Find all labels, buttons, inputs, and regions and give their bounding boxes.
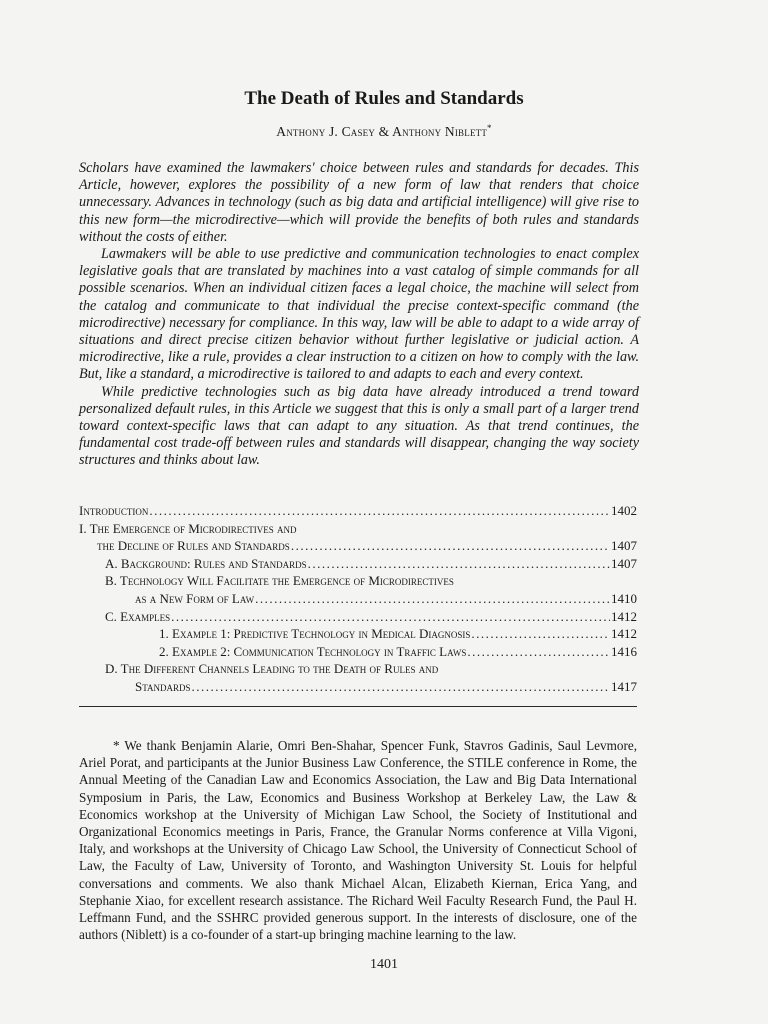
footnote-separator	[79, 706, 637, 707]
author-line	[0, 123, 768, 140]
toc-label: the Decline of Rules and Standards	[97, 538, 290, 554]
toc-page: 1407	[611, 555, 637, 571]
footnote-mark: *	[113, 738, 120, 753]
toc-label: Introduction	[79, 503, 149, 518]
toc-page: 1407	[611, 538, 637, 554]
toc-page: 1410	[611, 590, 637, 606]
toc-entry[interactable]	[79, 590, 637, 608]
article-title: The Death of Rules and Standards	[244, 88, 524, 109]
toc-label: 2. Example 2: Communication Technology in Traffic Laws	[159, 643, 467, 659]
footnote	[79, 737, 637, 943]
toc-page: 1412	[611, 626, 637, 642]
table-of-contents	[79, 502, 637, 696]
toc-leader	[171, 608, 610, 626]
toc-leader	[149, 502, 610, 520]
toc-entry[interactable]	[79, 678, 637, 696]
toc-page: 1412	[611, 608, 637, 624]
abstract	[79, 160, 639, 470]
toc-entry[interactable]	[79, 660, 637, 678]
toc-entry[interactable]	[79, 520, 637, 538]
toc-leader	[255, 590, 610, 608]
toc-label: Standards	[135, 678, 191, 694]
toc-leader	[308, 555, 610, 573]
author-names: Anthony J. Casey & Anthony Niblett	[276, 124, 488, 139]
toc-label: B. Technology Will Facilitate the Emergence of Microdirectives	[105, 573, 454, 589]
toc-entry[interactable]	[79, 625, 637, 643]
toc-entry[interactable]	[79, 608, 637, 626]
footnote-text: We thank Benjamin Alarie, Omri Ben-Shahar, Spencer Funk, Stavros Gadinis, Saul Levmore, Ariel Porat, and participants at the Junior Business Law Conference, the STILE conference in Rome, the Annual Meeting of the Canadian Law and Economics Association, the Law and Big Data International Symposium in Paris, the Law, Economics and Business Workshop at Berkeley Law, the Law & Economics workshop at the University of Michigan Law School, the Society of Institutional and Organizational Economics meetings in Paris, France, the Granular Norms conference at Villa Vigoni, Italy, and workshops at the University of Chicago Law School, the University of Connecticut School of Law, the Faculty of Law, University of Toronto, and Washington University St. Louis for helpful conversations and comments. We also thank Michael Alcan, Elizabeth Kiernan, Erica Yang, and Stephanie Xiao, for excellent research assistance. The Richard Weil Faculty Research Fund, the Paul H. Leffmann Fund, and the SSHRC provided generous support. In the interests of disclosure, one of the authors (Niblett) is a co-founder of a start-up bringing machine learning to the law.	[79, 738, 637, 943]
toc-label: 1. Example 1: Predictive Technology in Medical Diagnosis	[159, 626, 471, 642]
abstract-paragraph-2: Lawmakers will be able to use predictive and communication technologies to enact complex legislative goals that are translated by machines into a vast catalog of simple commands for all possible scenarios. When an individual citizen faces a legal choice, the machine will select from the catalog and communicate to that individual the precise context-specific command (the microdirective) necessary for compliance. In this way, law will be able to adapt to a wide array of situations and direct precise citizen behavior without further legislative or judicial action. A microdirective, like a rule, provides a clear instruction to a citizen on how to comply with the law. But, like a standard, a microdirective is tailored to and adapts to each and every context.	[79, 246, 639, 383]
toc-label: D. The Different Channels Leading to the Death of Rules and	[105, 661, 439, 677]
page-number: 1401	[370, 957, 398, 972]
toc-label: C. Examples	[105, 608, 171, 624]
toc-entry[interactable]	[79, 502, 637, 520]
abstract-paragraph-1: Scholars have examined the lawmakers' choice between rules and standards for decades. This Article, however, explores the possibility of a new form of law that renders that choice unnecessary. Advances in technology (such as big data and artificial intelligence) will give rise to this new form—the microdirective—which will provide the benefits of both rules and standards without the costs of either.	[79, 160, 639, 245]
toc-page: 1402	[611, 503, 637, 518]
toc-leader	[192, 678, 610, 696]
toc-page: 1417	[611, 678, 637, 694]
abstract-paragraph-3: While predictive technologies such as big data have already introduced a trend toward personalized default rules, in this Article we suggest that this is only a small part of a larger trend toward context-specific laws that can adapt to any situation. As that trend continues, the fundamental cost trade-off between rules and standards will disappear, changing the way society structures and thinks about law.	[79, 383, 639, 469]
toc-leader	[291, 537, 610, 555]
toc-leader	[471, 625, 610, 643]
toc-entry[interactable]	[79, 537, 637, 555]
toc-label: as a New Form of Law	[135, 590, 255, 606]
toc-label: A. Background: Rules and Standards	[105, 555, 307, 571]
toc-leader	[467, 643, 610, 661]
toc-entry[interactable]	[79, 555, 637, 573]
toc-label: I. The Emergence of Microdirectives and	[79, 520, 297, 536]
toc-page: 1416	[611, 643, 637, 659]
author-footnote-mark: *	[487, 123, 492, 133]
toc-entry[interactable]	[79, 572, 637, 590]
toc-entry[interactable]	[79, 643, 637, 661]
